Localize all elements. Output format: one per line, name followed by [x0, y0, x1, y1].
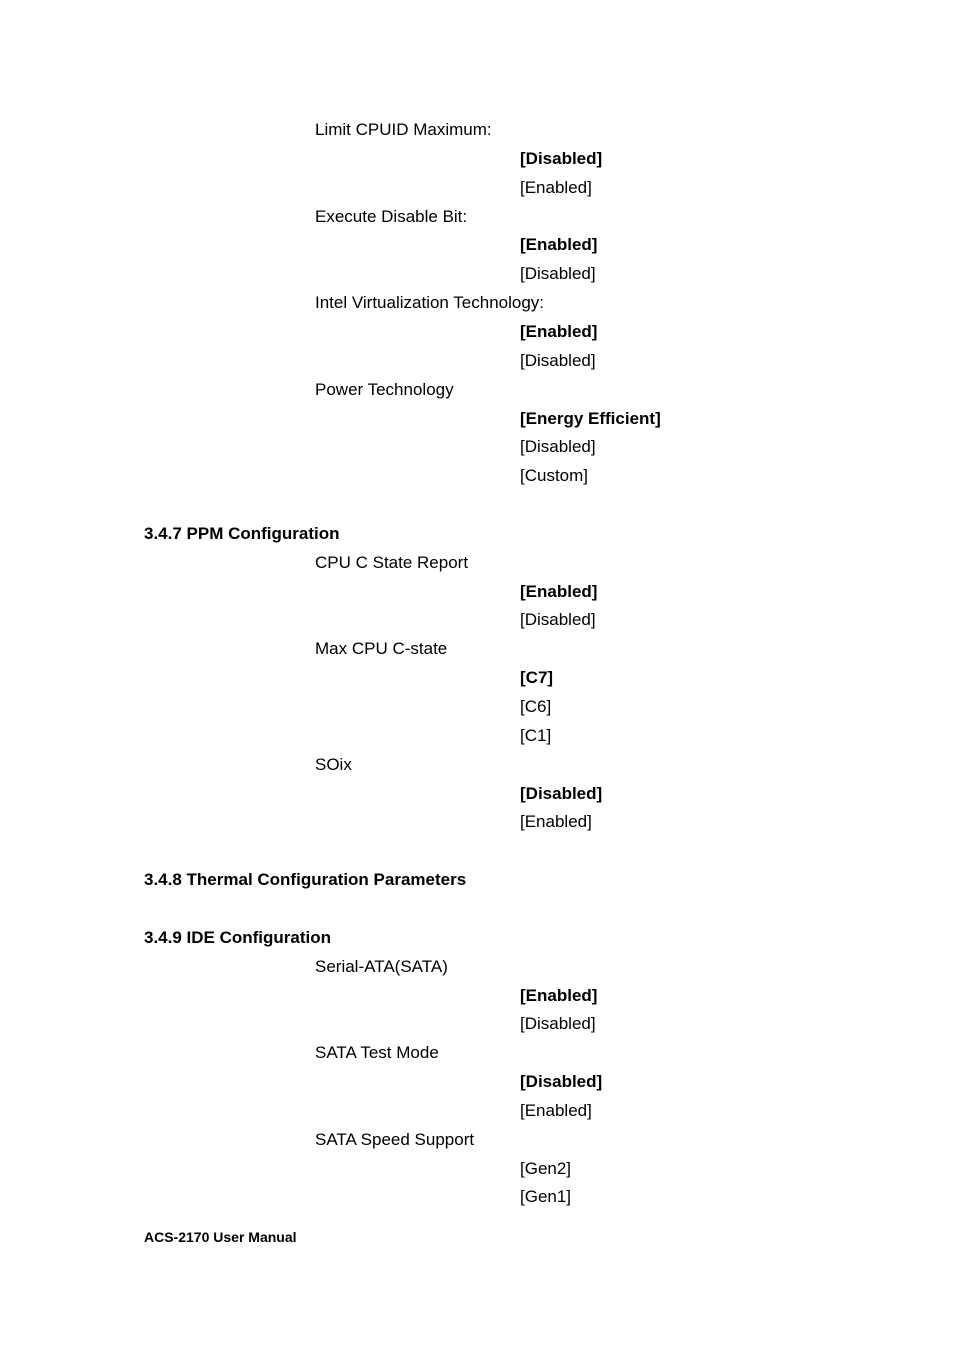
option-value: [Custom] — [520, 466, 589, 486]
option-default: [Enabled] — [520, 235, 598, 255]
setting-name: Intel Virtualization Technology: — [315, 293, 545, 313]
option-value: [Enabled] — [520, 812, 592, 832]
setting-name: Limit CPUID Maximum: — [315, 120, 492, 139]
setting-name: Power Technology — [315, 379, 454, 399]
option-value: [Gen1] — [520, 1187, 572, 1207]
option-default: [Enabled] — [520, 321, 598, 341]
option-value: [Disabled] — [520, 1014, 596, 1034]
option-value: [Disabled] — [520, 610, 596, 630]
setting-name: SOix — [315, 754, 352, 774]
option-default: [C7] — [520, 668, 554, 688]
section-heading: 3.4.8 Thermal Configuration Parameters — [144, 870, 467, 890]
setting-name: Execute Disable Bit: — [315, 206, 468, 226]
option-default: [Disabled] — [520, 783, 603, 803]
setting-name: Serial-ATA(SATA) — [315, 956, 448, 976]
option-default: [Energy Efficient] — [520, 408, 661, 428]
page-footer: ACS-2170 User Manual — [144, 1229, 297, 1245]
setting-name: Max CPU C-state — [315, 639, 448, 659]
option-default: [Disabled] — [520, 148, 603, 168]
option-default: [Enabled] — [520, 985, 598, 1005]
section-heading: 3.4.7 PPM Configuration — [144, 523, 340, 543]
section-heading: 3.4.9 IDE Configuration — [144, 927, 332, 947]
option-value: [C1] — [520, 725, 552, 745]
option-value: [Enabled] — [520, 177, 592, 197]
option-default: [Disabled] — [520, 1072, 603, 1092]
setting-name: SATA Test Mode — [315, 1043, 439, 1063]
option-value: [Enabled] — [520, 1100, 592, 1120]
option-value: [Gen2] — [520, 1158, 572, 1178]
option-default: [Enabled] — [520, 581, 598, 601]
option-value: [Disabled] — [520, 264, 596, 284]
option-value: [Disabled] — [520, 350, 596, 370]
setting-name: CPU C State Report — [315, 552, 469, 572]
option-value: [Disabled] — [520, 437, 596, 457]
option-value: [C6] — [520, 697, 552, 716]
setting-name: SATA Speed Support — [315, 1129, 475, 1149]
